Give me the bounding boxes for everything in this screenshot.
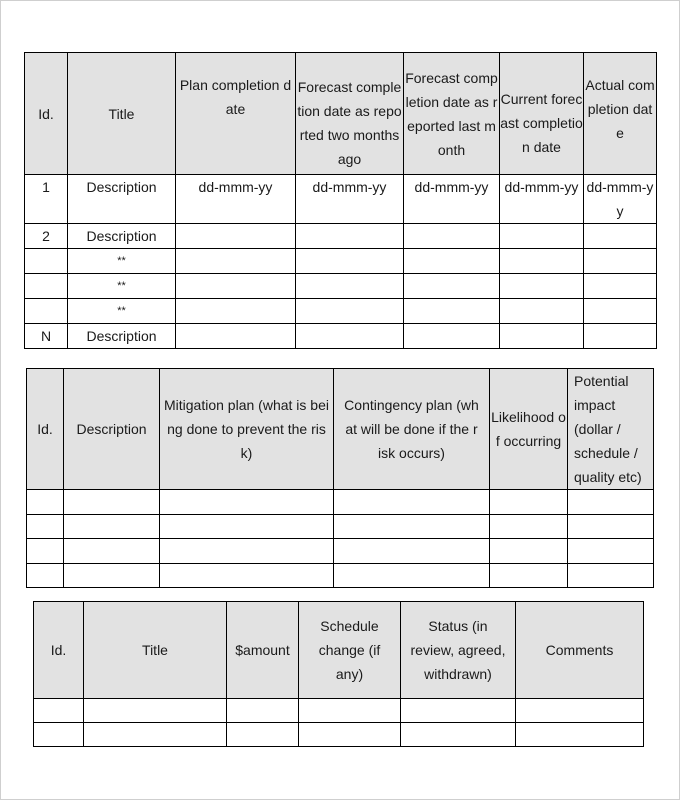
changes-table bbox=[33, 601, 644, 747]
table-cell[interactable] bbox=[516, 699, 644, 723]
header-cell: Comments bbox=[516, 602, 644, 699]
table-row bbox=[27, 564, 654, 588]
milestones-table bbox=[24, 52, 657, 349]
table-cell[interactable] bbox=[84, 699, 227, 723]
table-cell[interactable] bbox=[27, 515, 64, 539]
table-cell[interactable]: dd-mmm-yy bbox=[500, 175, 584, 224]
table-row bbox=[25, 274, 657, 299]
table-cell[interactable] bbox=[401, 699, 516, 723]
table-cell[interactable] bbox=[500, 324, 584, 349]
risks-table bbox=[26, 368, 654, 588]
table-cell[interactable] bbox=[64, 490, 160, 515]
table-cell[interactable] bbox=[490, 490, 568, 515]
table-cell[interactable] bbox=[160, 515, 334, 539]
table-cell[interactable] bbox=[84, 723, 227, 747]
table-cell[interactable] bbox=[27, 564, 64, 588]
table-cell[interactable] bbox=[160, 490, 334, 515]
table-cell[interactable] bbox=[296, 224, 404, 249]
table-cell[interactable] bbox=[568, 564, 654, 588]
table-cell[interactable] bbox=[25, 299, 68, 324]
table-cell[interactable] bbox=[500, 249, 584, 274]
table-cell[interactable] bbox=[227, 699, 299, 723]
table-cell[interactable] bbox=[490, 564, 568, 588]
table-cell[interactable] bbox=[160, 539, 334, 564]
table-cell[interactable] bbox=[176, 299, 296, 324]
table-cell[interactable] bbox=[516, 723, 644, 747]
table-cell[interactable] bbox=[500, 274, 584, 299]
header-cell: Forecast completion date as reported last month bbox=[404, 53, 500, 175]
table-cell[interactable]: 1 bbox=[25, 175, 68, 224]
header-cell: Id. bbox=[34, 602, 84, 699]
table-cell[interactable]: N bbox=[25, 324, 68, 349]
table-cell[interactable] bbox=[584, 224, 657, 249]
table-cell[interactable] bbox=[299, 699, 401, 723]
table-cell[interactable] bbox=[584, 324, 657, 349]
table-cell[interactable]: dd-mmm-yy bbox=[584, 175, 657, 224]
table-cell[interactable] bbox=[227, 723, 299, 747]
table-cell[interactable] bbox=[25, 249, 68, 274]
header-cell: Actual completion date bbox=[584, 53, 657, 175]
table-header-row bbox=[27, 369, 654, 490]
table-row bbox=[25, 299, 657, 324]
table-cell[interactable] bbox=[500, 299, 584, 324]
header-cell: Mitigation plan (what is being done to prevent the risk) bbox=[160, 369, 334, 490]
table-cell[interactable]: dd-mmm-yy bbox=[176, 175, 296, 224]
table-cell[interactable] bbox=[401, 723, 516, 747]
table-cell[interactable] bbox=[584, 249, 657, 274]
table-cell[interactable] bbox=[568, 515, 654, 539]
header-cell: Potential impact (dollar / schedule / quality etc) bbox=[568, 369, 654, 490]
table-cell[interactable] bbox=[490, 539, 568, 564]
table-row bbox=[25, 224, 657, 249]
header-cell: Plan completion date bbox=[176, 53, 296, 175]
table-row bbox=[25, 324, 657, 349]
table-cell[interactable] bbox=[334, 490, 490, 515]
table-cell[interactable] bbox=[490, 515, 568, 539]
table-cell[interactable] bbox=[34, 699, 84, 723]
table-cell[interactable] bbox=[176, 274, 296, 299]
table-cell[interactable] bbox=[296, 274, 404, 299]
table-cell[interactable]: 2 bbox=[25, 224, 68, 249]
header-cell: Id. bbox=[27, 369, 64, 490]
header-cell: Contingency plan (what will be done if the risk occurs) bbox=[334, 369, 490, 490]
table-row bbox=[34, 699, 644, 723]
table-row bbox=[34, 723, 644, 747]
table-cell[interactable] bbox=[296, 249, 404, 274]
table-cell[interactable] bbox=[334, 564, 490, 588]
table-cell[interactable] bbox=[404, 224, 500, 249]
header-cell: Description bbox=[64, 369, 160, 490]
table-cell[interactable] bbox=[27, 490, 64, 515]
table-cell[interactable] bbox=[176, 324, 296, 349]
table-row bbox=[27, 539, 654, 564]
header-cell: Title bbox=[84, 602, 227, 699]
table-cell[interactable] bbox=[404, 274, 500, 299]
table-cell[interactable]: ** bbox=[68, 274, 176, 299]
table-cell[interactable] bbox=[64, 515, 160, 539]
table-cell[interactable] bbox=[584, 299, 657, 324]
table-cell[interactable]: dd-mmm-yy bbox=[404, 175, 500, 224]
table-cell[interactable] bbox=[299, 723, 401, 747]
table-cell[interactable] bbox=[34, 723, 84, 747]
table-cell[interactable] bbox=[64, 564, 160, 588]
table-cell[interactable] bbox=[404, 249, 500, 274]
header-cell: $amount bbox=[227, 602, 299, 699]
header-cell: Forecast completion date as reported two months ago bbox=[296, 53, 404, 175]
table-cell[interactable] bbox=[296, 299, 404, 324]
table-cell[interactable] bbox=[176, 224, 296, 249]
table-cell[interactable] bbox=[568, 539, 654, 564]
table-row bbox=[25, 175, 657, 224]
table-header-row bbox=[25, 53, 657, 175]
table-cell[interactable]: ** bbox=[68, 299, 176, 324]
table-cell[interactable]: dd-mmm-yy bbox=[296, 175, 404, 224]
table-cell[interactable]: Description bbox=[68, 224, 176, 249]
header-cell: Title bbox=[68, 53, 176, 175]
table-cell[interactable] bbox=[27, 539, 64, 564]
table-cell[interactable] bbox=[25, 274, 68, 299]
header-cell: Id. bbox=[25, 53, 68, 175]
table-row bbox=[27, 490, 654, 515]
table-row bbox=[25, 249, 657, 274]
header-cell: Likelihood of occurring bbox=[490, 369, 568, 490]
table-cell[interactable] bbox=[404, 299, 500, 324]
table-cell[interactable] bbox=[584, 274, 657, 299]
table-cell[interactable] bbox=[500, 224, 584, 249]
table-cell[interactable] bbox=[296, 324, 404, 349]
table-cell[interactable] bbox=[160, 564, 334, 588]
table-cell[interactable]: Description bbox=[68, 175, 176, 224]
table-header-row bbox=[34, 602, 644, 699]
table-cell[interactable] bbox=[404, 324, 500, 349]
header-cell: Current forecast completion date bbox=[500, 53, 584, 175]
table-cell[interactable] bbox=[176, 249, 296, 274]
table-cell[interactable] bbox=[334, 539, 490, 564]
table-cell[interactable]: Description bbox=[68, 324, 176, 349]
table-row bbox=[27, 515, 654, 539]
table-cell[interactable] bbox=[334, 515, 490, 539]
header-cell: Status (in review, agreed, withdrawn) bbox=[401, 602, 516, 699]
table-cell[interactable] bbox=[64, 539, 160, 564]
table-cell[interactable] bbox=[568, 490, 654, 515]
header-cell: Schedule change (if any) bbox=[299, 602, 401, 699]
table-cell[interactable]: ** bbox=[68, 249, 176, 274]
